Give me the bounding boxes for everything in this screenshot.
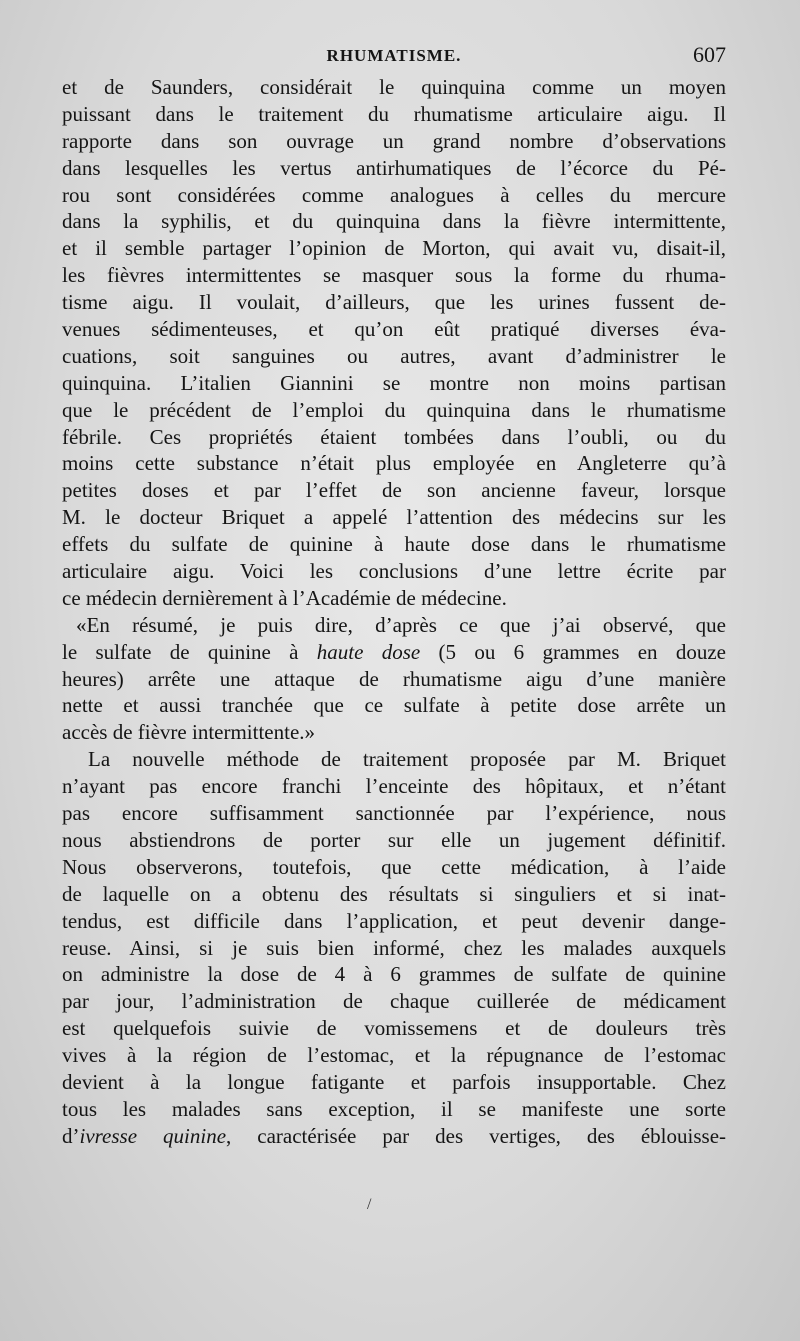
page-number: 607 bbox=[693, 42, 726, 67]
running-head bbox=[62, 42, 726, 74]
text-line: tendus, est difficile dans l’application, et peut devenir dange- bbox=[62, 908, 726, 933]
text-segment: d’ bbox=[62, 1123, 80, 1148]
text-line: «En résumé, je puis dire, d’après ce que j’ai observé, que bbox=[76, 612, 726, 637]
text-line: vives à la région de l’estomac, et la répugnance de l’estomac bbox=[62, 1043, 726, 1068]
text-line: cuations, soit sanguines ou autres, avant d’administrer le bbox=[62, 343, 726, 368]
text-line: tous les malades sans exception, il se manifeste une sorte bbox=[62, 1096, 726, 1121]
text-line: M. le docteur Briquet a appelé l’attention des médecins sur les bbox=[62, 505, 726, 530]
body-text bbox=[62, 74, 726, 1150]
text-segment: , caractérisée par des vertiges, des éblouisse- bbox=[226, 1123, 727, 1148]
running-title: RHUMATISME. bbox=[326, 46, 462, 65]
text-line: articulaire aigu. Voici les conclusions d’une lettre écrite par bbox=[62, 559, 726, 584]
footer-mark: / bbox=[367, 1196, 372, 1213]
text-line: devient à la longue fatigante et parfois insupportable. Chez bbox=[62, 1069, 726, 1094]
text-line: Nous observerons, toutefois, que cette médication, à l’aide bbox=[62, 854, 726, 879]
text-line bbox=[62, 1123, 726, 1150]
text-line: dans lesquelles les vertus antirhumatiques de l’écorce du Pé- bbox=[62, 155, 726, 180]
text-segment: le sulfate de quinine à bbox=[62, 639, 317, 664]
text-line: par jour, l’administration de chaque cuillerée de médicament bbox=[62, 989, 726, 1014]
text-line: nette et aussi tranchée que ce sulfate à petite dose arrête un bbox=[62, 693, 726, 718]
text-segment: (5 ou 6 grammes en douze bbox=[420, 639, 726, 664]
text-line: moins cette substance n’était plus employée en Angleterre qu’à bbox=[62, 451, 726, 476]
paragraph-3 bbox=[62, 746, 726, 1122]
italic-phrase: haute dose bbox=[316, 639, 421, 664]
text-line: dans la syphilis, et du quinquina dans la fièvre intermittente, bbox=[62, 209, 726, 234]
text-line: rou sont considérées comme analogues à celles du mercure bbox=[62, 182, 726, 207]
text-line: que le précédent de l’emploi du quinquina dans le rhumatisme bbox=[62, 397, 726, 422]
text-line: petites doses et par l’effet de son ancienne faveur, lorsque bbox=[62, 478, 726, 503]
text-line: n’ayant pas encore franchi l’enceinte des hôpitaux, et n’étant bbox=[62, 774, 726, 799]
text-line: accès de fièvre intermittente.» bbox=[62, 720, 316, 745]
text-line: rapporte dans son ouvrage un grand nombre d’observations bbox=[62, 128, 726, 153]
text-line: venues sédimenteuses, et qu’on eût pratiqué diverses éva- bbox=[62, 317, 726, 342]
text-line: les fièvres intermittentes se masquer sous la forme du rhuma- bbox=[62, 263, 726, 288]
text-line bbox=[62, 639, 726, 666]
text-line: de laquelle on a obtenu des résultats si singuliers et si inat- bbox=[62, 881, 726, 906]
text-line: quinquina. L’italien Giannini se montre non moins partisan bbox=[62, 370, 726, 395]
text-line: et il semble partager l’opinion de Morton, qui avait vu, disait-il, bbox=[62, 236, 726, 261]
text-line: reuse. Ainsi, si je suis bien informé, chez les malades auxquels bbox=[62, 935, 726, 960]
text-line: nous abstiendrons de porter sur elle un jugement définitif. bbox=[62, 827, 726, 852]
text-line: ce médecin dernièrement à l’Académie de médecine. bbox=[62, 585, 507, 610]
text-line: est quelquefois suivie de vomissemens et de douleurs très bbox=[62, 1016, 726, 1041]
text-line: fébrile. Ces propriétés étaient tombées dans l’oubli, ou du bbox=[62, 424, 726, 449]
text-line: on administre la dose de 4 à 6 grammes de sulfate de quinine bbox=[62, 962, 726, 987]
italic-phrase: ivresse quinine bbox=[79, 1123, 227, 1148]
text-line: puissant dans le traitement du rhumatisme articulaire aigu. Il bbox=[62, 101, 726, 126]
text-line: La nouvelle méthode de traitement proposée par M. Briquet bbox=[88, 747, 726, 772]
text-line: tisme aigu. Il voulait, d’ailleurs, que les urines fussent de- bbox=[62, 290, 726, 315]
text-line: effets du sulfate de quinine à haute dose dans le rhumatisme bbox=[62, 532, 726, 557]
quote-paragraph bbox=[62, 612, 726, 746]
text-line: pas encore suffisamment sanctionnée par l’expérience, nous bbox=[62, 801, 726, 826]
text-line: et de Saunders, considérait le quinquina comme un moyen bbox=[62, 75, 726, 99]
paragraph-1 bbox=[62, 74, 726, 612]
text-line: heures) arrête une attaque de rhumatisme aigu d’une manière bbox=[62, 666, 726, 691]
